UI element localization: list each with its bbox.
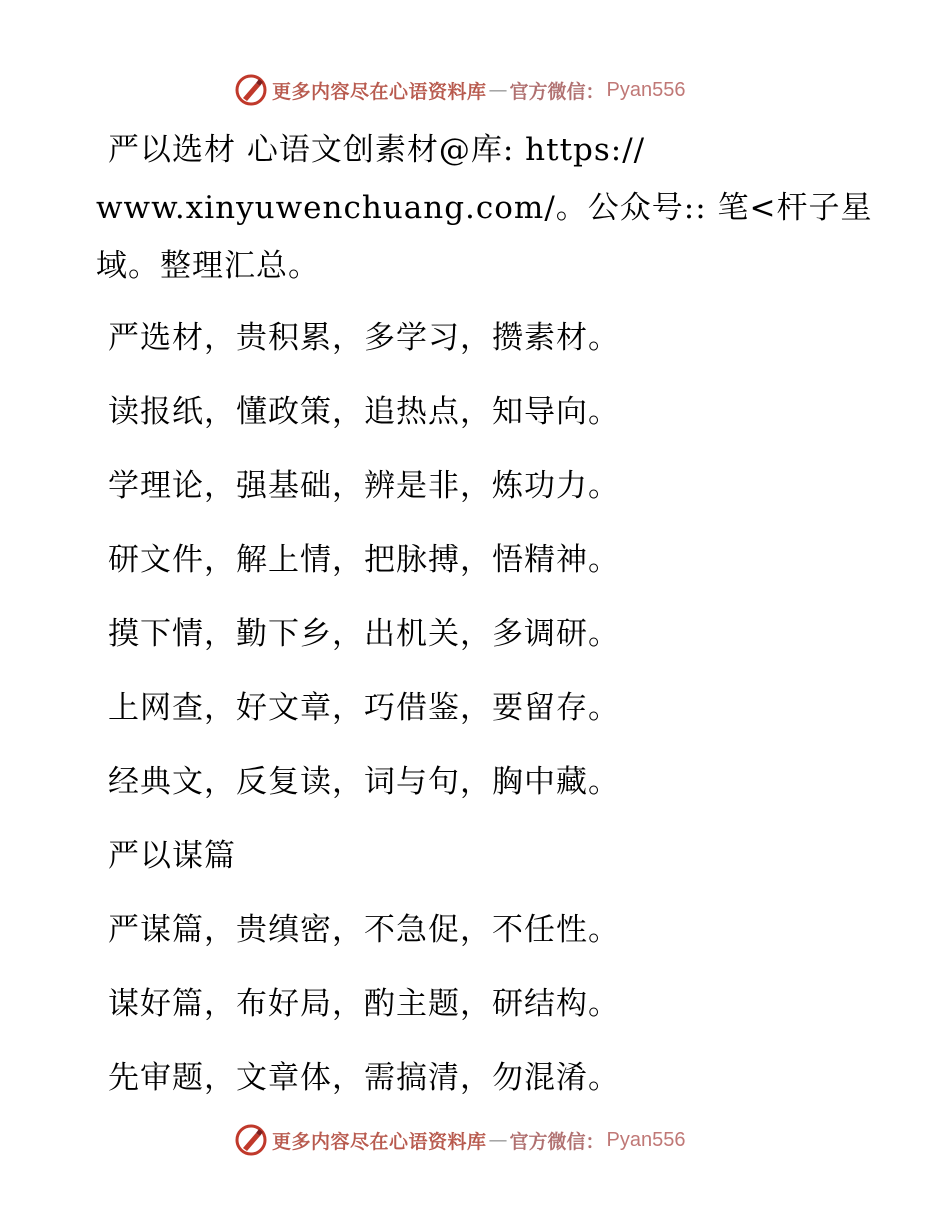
text-line: 研文件，解上情，把脉搏，悟精神。: [108, 542, 620, 578]
banner-official-label: 官方微信：: [509, 1130, 605, 1153]
text-line: 摸下情，勤下乡，出机关，多调研。: [108, 616, 620, 652]
banner-wechat-id: Pyan556: [606, 1128, 686, 1151]
text-line: 域。整理汇总。: [96, 248, 320, 284]
text-line: 上网查，好文章，巧借鉴，要留存。: [108, 690, 620, 726]
text-line: 谋好篇，布好局，酌主题，研结构。: [108, 986, 620, 1022]
footer-banner: [234, 1122, 686, 1158]
text-line: 学理论，强基础，辨是非，炼功力。: [108, 468, 620, 504]
text-line: 读报纸，懂政策，追热点，知导向。: [108, 394, 620, 430]
text-line: 严选材，贵积累，多学习，攒素材。: [108, 320, 620, 356]
pen-logo-icon: [234, 1123, 268, 1157]
text-line: 严以选材 心语文创素材@库: https://: [108, 132, 646, 168]
banner-main-text: 更多内容尽在心语资料库: [272, 1130, 487, 1153]
section-heading: 严以谋篇: [108, 838, 236, 874]
text-line: www.xinyuwenchuang.com/。公众号:: 笔<杆子星: [96, 190, 873, 226]
banner-wechat-id: Pyan556: [606, 78, 686, 101]
text-line: 经典文，反复读，词与句，胸中藏。: [108, 764, 620, 800]
text-line: 先审题，文章体，需搞清，勿混淆。: [108, 1060, 620, 1096]
banner-dash: —: [488, 79, 508, 101]
pen-logo-icon: [234, 73, 268, 107]
banner-official-label: 官方微信：: [509, 80, 605, 103]
banner-main-text: 更多内容尽在心语资料库: [272, 80, 487, 103]
banner-dash: —: [488, 1129, 508, 1151]
text-line: 严谋篇，贵缜密，不急促，不任性。: [108, 912, 620, 948]
header-banner: [234, 72, 686, 108]
